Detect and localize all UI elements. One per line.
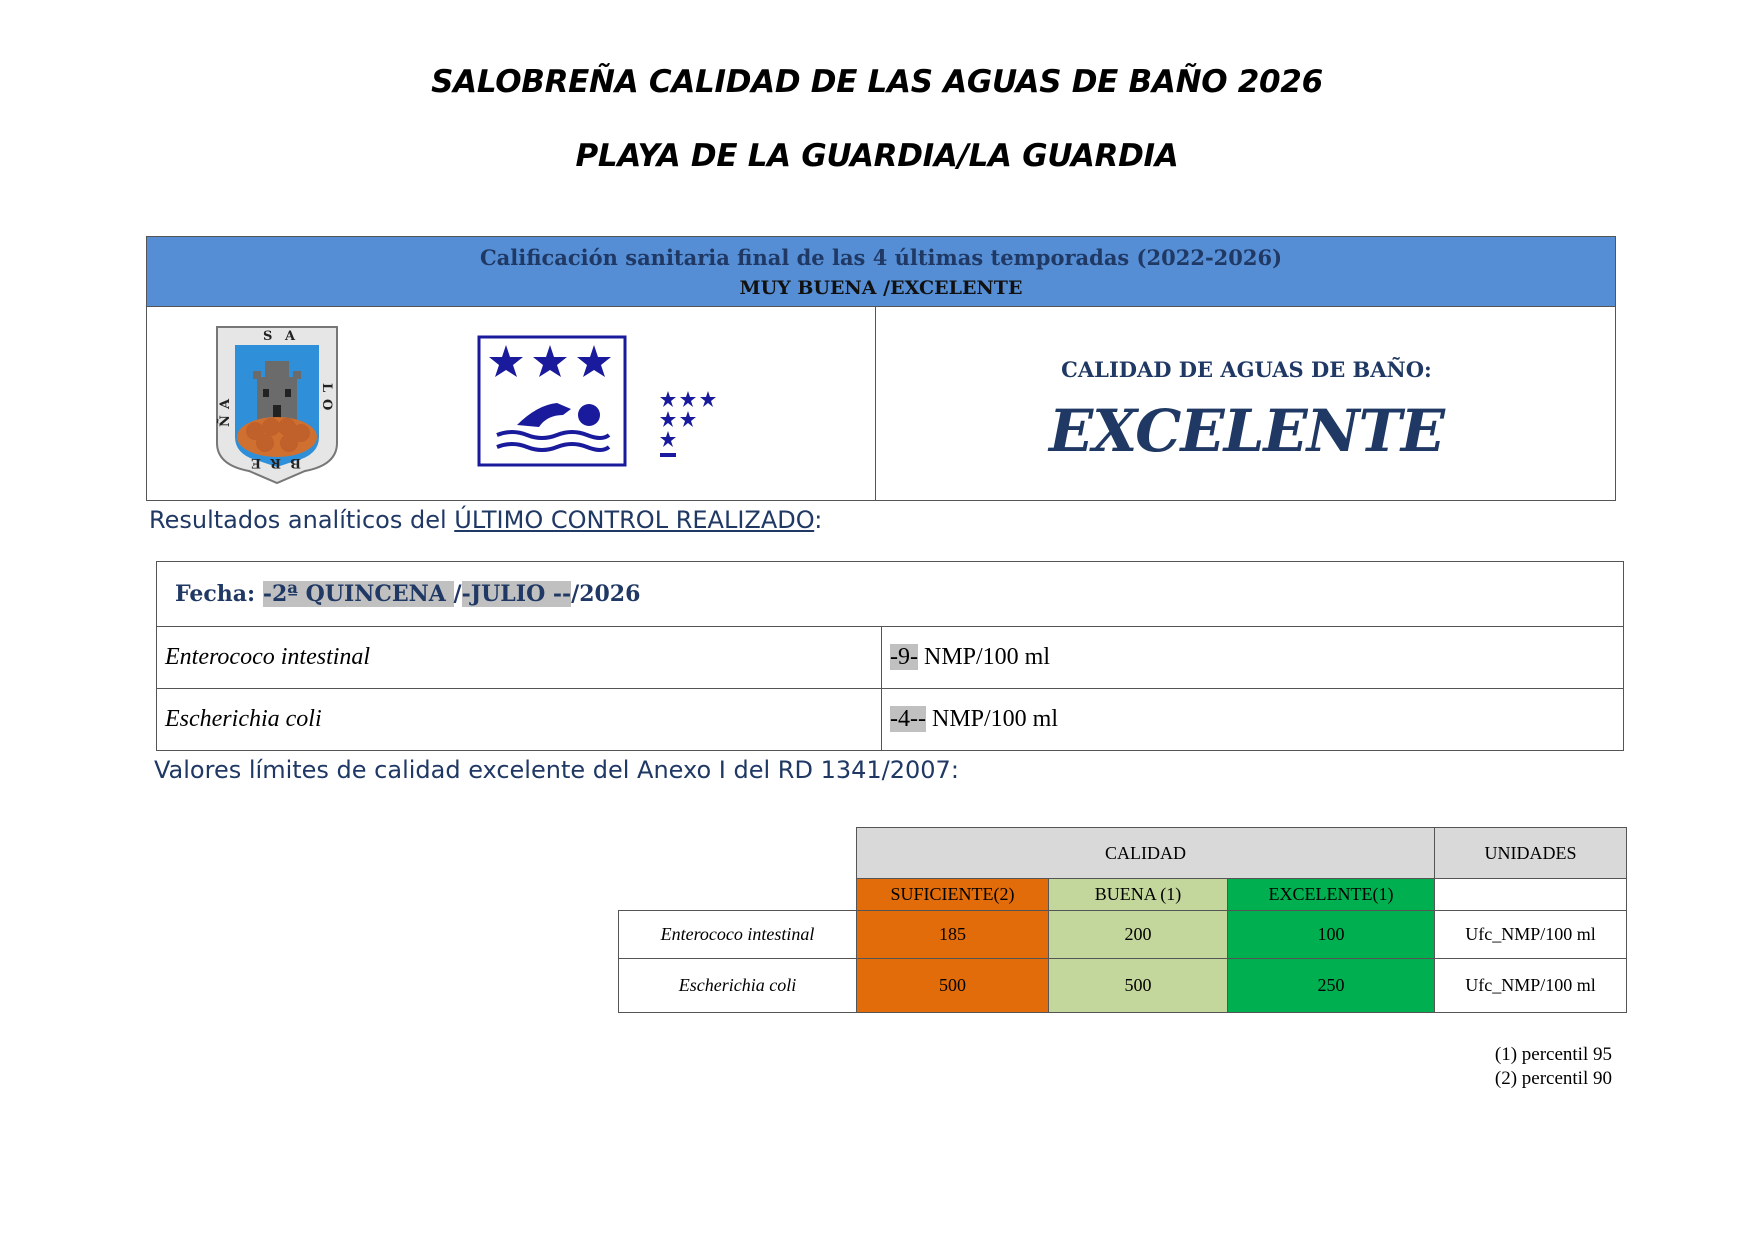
limit-excelente: 100 [1228, 911, 1435, 959]
shield-letter-e: E [251, 455, 261, 470]
limits-table [618, 827, 1627, 1013]
water-quality-value: EXCELENTE [1049, 397, 1444, 465]
shield-letter-a: A [285, 329, 296, 344]
fecha-year: /2026 [571, 581, 641, 607]
limit-suficiente: 500 [857, 959, 1049, 1013]
fecha-month: -JULIO -- [461, 581, 572, 607]
shield-letter-o: O [319, 399, 334, 411]
result-value-cell [882, 689, 1624, 751]
footnotes [1400, 1043, 1612, 1091]
water-quality-label: CALIDAD DE AGUAS DE BAÑO: [1061, 357, 1432, 382]
results-heading-link: ÚLTIMO CONTROL REALIZADO [454, 506, 815, 534]
table-row [619, 911, 1627, 959]
page-title: SALOBREÑA CALIDAD DE LAS AGUAS DE BAÑO 2026 [431, 64, 1323, 100]
shield-letter-a2: A [218, 398, 233, 409]
result-value: -9- [890, 644, 918, 670]
shield-letter-b: B [290, 455, 301, 470]
shield-letter-enye: Ñ [218, 415, 233, 427]
shield-letter-r: R [270, 455, 281, 470]
salobrena-coat-of-arms-icon [215, 325, 339, 485]
limits-heading: Valores límites de calidad excelente del Anexo I del RD 1341/2007: [154, 756, 959, 784]
results-heading-suffix: : [814, 506, 823, 534]
table-row [157, 627, 1624, 689]
table-row [157, 689, 1624, 751]
blue-flag-swimmer-icon [477, 335, 627, 467]
regional-stars-icon [659, 389, 729, 461]
limit-buena: 500 [1049, 959, 1228, 1013]
unidades-header: UNIDADES [1435, 828, 1627, 879]
empty-cell [619, 828, 857, 879]
empty-cell [619, 879, 857, 911]
limit-buena: 200 [1049, 911, 1228, 959]
results-table [156, 561, 1624, 751]
footnote: (2) percentil 90 [1494, 1068, 1612, 1089]
results-heading-prefix: Resultados analíticos del [149, 506, 455, 534]
limit-excelente: 250 [1228, 959, 1435, 1013]
result-name: Escherichia coli [157, 689, 882, 751]
fecha-cell [157, 562, 1624, 627]
results-heading [149, 506, 822, 534]
column-buena: BUENA (1) [1049, 879, 1228, 911]
empty-unit-cell [1435, 879, 1627, 911]
column-excelente: EXCELENTE(1) [1228, 879, 1435, 911]
result-name: Enterococo intestinal [157, 627, 882, 689]
result-unit: NMP/100 ml [925, 706, 1059, 732]
result-unit: NMP/100 ml [917, 644, 1051, 670]
limit-unit: Ufc_NMP/100 ml [1435, 959, 1627, 1013]
result-value-cell [882, 627, 1624, 689]
column-suficiente: SUFICIENTE(2) [857, 879, 1049, 911]
fecha-label: Fecha: [175, 581, 263, 607]
limit-name: Escherichia coli [619, 959, 857, 1013]
result-value: -4-- [890, 706, 926, 732]
calidad-header: CALIDAD [857, 828, 1435, 879]
page-subtitle: PLAYA DE LA GUARDIA/LA GUARDIA [575, 138, 1179, 174]
limit-name: Enterococo intestinal [619, 911, 857, 959]
qualification-box [146, 236, 1616, 501]
qualification-banner [147, 237, 1615, 307]
qualification-line2: MUY BUENA /EXCELENTE [739, 277, 1023, 299]
fecha-separator: / [453, 581, 462, 607]
table-row [619, 959, 1627, 1013]
footnote: (1) percentil 95 [1494, 1044, 1612, 1065]
qualification-line1: Calificación sanitaria final de las 4 últimas temporadas (2022-2026) [479, 245, 1283, 270]
fecha-quincena: -2ª QUINCENA [262, 581, 454, 607]
shield-letter-l: L [319, 383, 334, 393]
limit-suficiente: 185 [857, 911, 1049, 959]
shield-letter-s: S [263, 329, 273, 344]
limit-unit: Ufc_NMP/100 ml [1435, 911, 1627, 959]
